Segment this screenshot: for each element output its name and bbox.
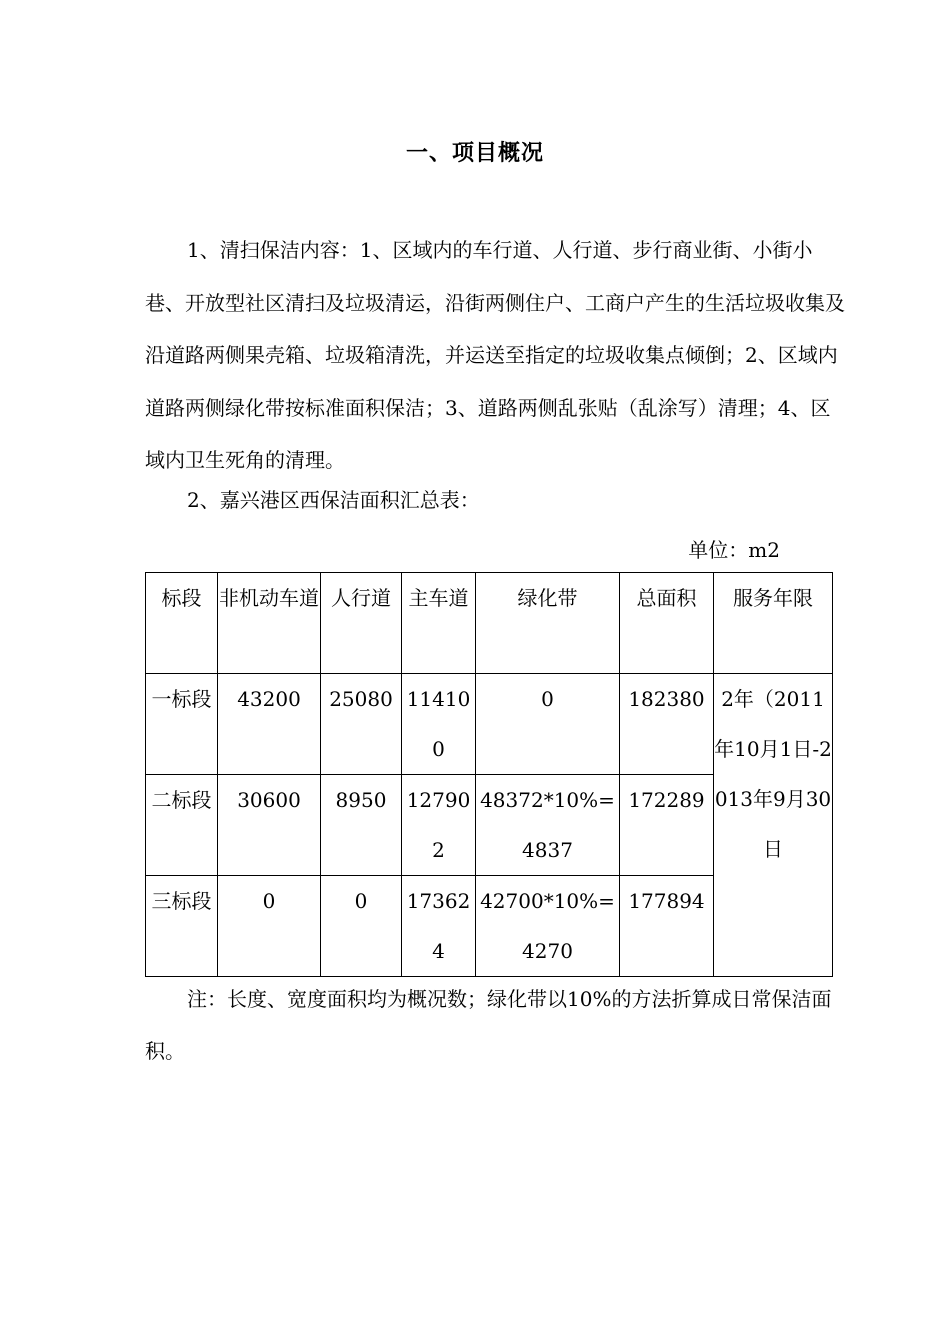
cell-non-motor-lane: 30600 (218, 775, 321, 876)
unit-label: 单位：m2 (688, 538, 780, 562)
cell-section: 二标段 (146, 775, 218, 876)
header-service-years: 服务年限 (714, 573, 833, 674)
page-title: 一、项目概况 (405, 140, 544, 166)
cell-service-years: 2年（2011年10月1日-2013年9月30日 (714, 674, 833, 977)
table-header-row (146, 573, 833, 674)
cell-sidewalk: 0 (321, 876, 402, 977)
header-non-motor-lane: 非机动车道 (218, 573, 321, 674)
table-row (146, 674, 833, 775)
header-main-lane: 主车道 (402, 573, 476, 674)
cell-green-belt: 0 (476, 674, 620, 775)
cell-green-belt: 48372*10%=4837 (476, 775, 620, 876)
cell-main-lane: 127902 (402, 775, 476, 876)
header-section: 标段 (146, 573, 218, 674)
header-total-area: 总面积 (620, 573, 714, 674)
cell-sidewalk: 25080 (321, 674, 402, 775)
cell-total-area: 177894 (620, 876, 714, 977)
cell-sidewalk: 8950 (321, 775, 402, 876)
cell-green-belt: 42700*10%=4270 (476, 876, 620, 977)
cleaning-content-paragraph: 1、清扫保洁内容：1、区域内的车行道、人行道、步行商业街、小街小巷、开放型社区清扫及垃圾清运，沿街两侧住户、工商户产生的生活垃圾收集及沿道路两侧果壳箱、垃圾箱清洗，并运送至指定的垃圾收集点倾倒；2、区域内道路两侧绿化带按标准面积保洁；3、道路两侧乱张贴（乱涂写）清理；4、区域内卫生死角的清理。 (145, 238, 845, 472)
cell-non-motor-lane: 43200 (218, 674, 321, 775)
cell-non-motor-lane: 0 (218, 876, 321, 977)
cell-total-area: 172289 (620, 775, 714, 876)
footnote: 注：长度、宽度面积均为概况数；绿化带以10%的方法折算成日常保洁面积。 (145, 987, 832, 1063)
cleaning-area-summary-table (145, 572, 833, 977)
header-green-belt: 绿化带 (476, 573, 620, 674)
cell-main-lane: 114100 (402, 674, 476, 775)
cell-total-area: 182380 (620, 674, 714, 775)
cell-main-lane: 173624 (402, 876, 476, 977)
cell-section: 一标段 (146, 674, 218, 775)
cell-section: 三标段 (146, 876, 218, 977)
header-sidewalk: 人行道 (321, 573, 402, 674)
summary-table-caption: 2、嘉兴港区西保洁面积汇总表： (187, 488, 480, 512)
